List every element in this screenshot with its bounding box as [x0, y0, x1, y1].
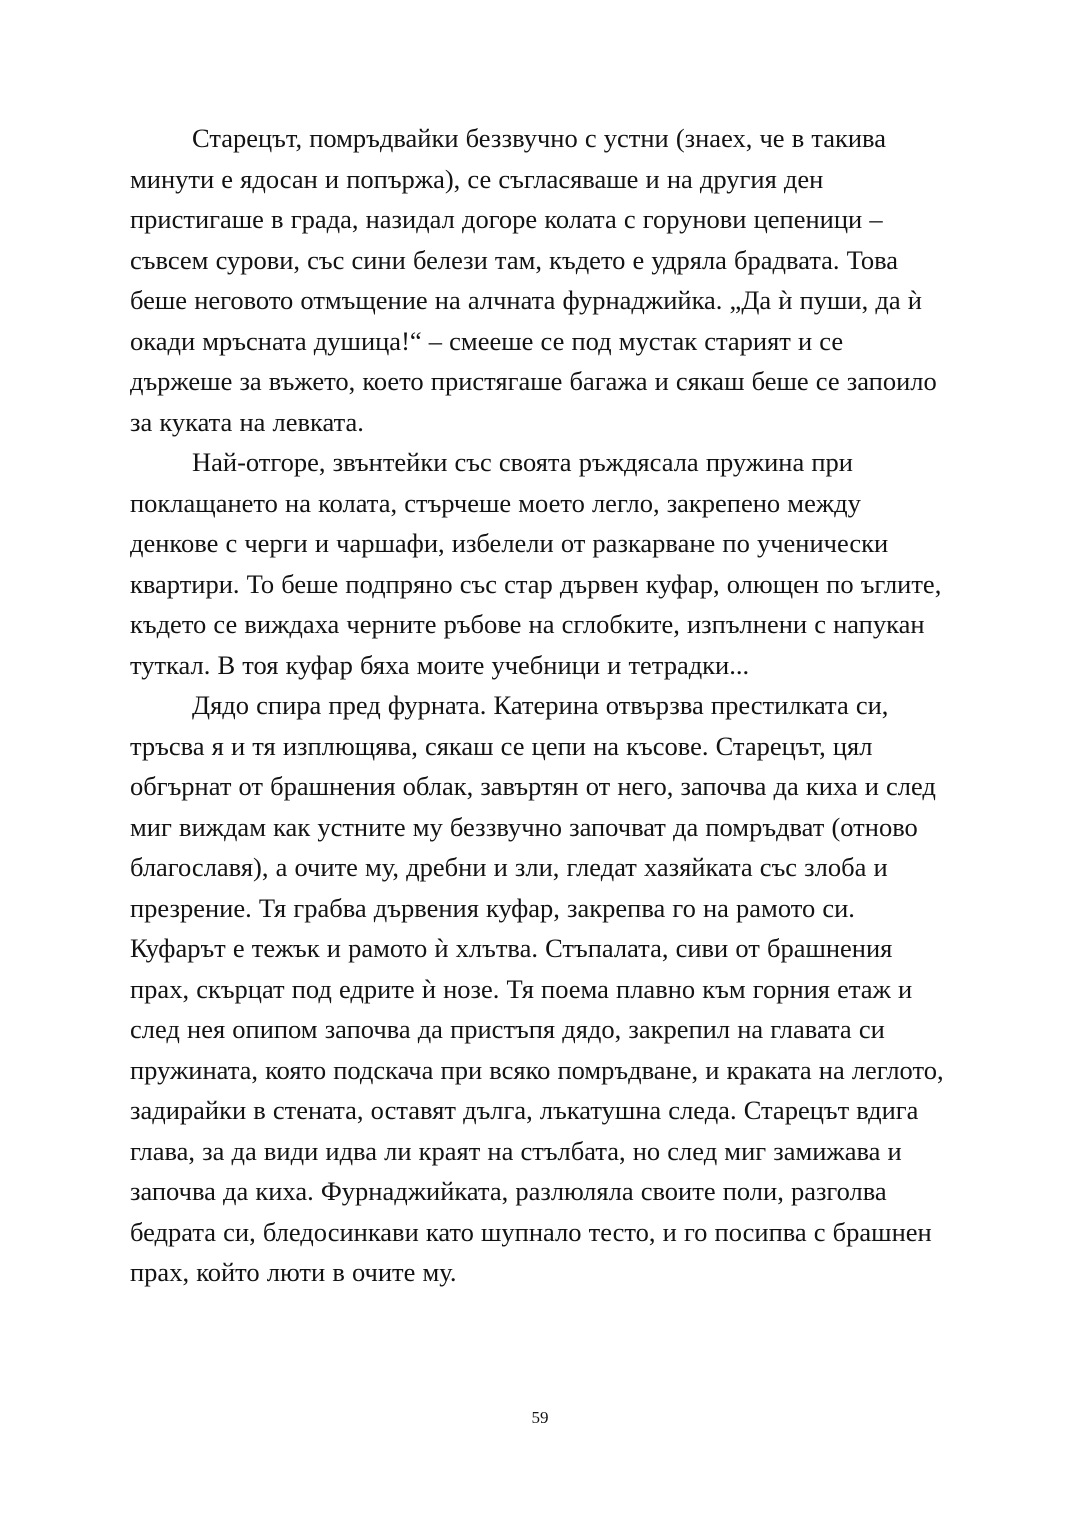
paragraph: Дядо спира пред фурната. Катерина отвързва престилката си, тръсва я и тя изплющява, сякаш се цепи на късове. Старецът, цял обгърнат от брашнения облак, завъртян от него, започва да киха и след миг виждам как устните му беззвучно започват да помръдват (отново благославя), а очите му, дребни и зли, гледат хазяйката със злоба и презрение. Тя грабва дървения куфар, закрепва го на рамото си. Куфарът е тежък и рамото ѝ хлътва. Стъпалата, сиви от брашнения прах, скърцат под едрите ѝ нозе. Тя поема плавно към горния етаж и след нея опипом започва да пристъпя дядо, закрепил на главата си пружината, която подскача при всяко помръдване, и краката на леглото, задирайки в стената, оставят дълга, лъкатушна следа. Старецът вдига глава, за да види идва ли краят на стълбата, но след миг замижава и започва да киха. Фурнаджийката, разлюляла своите поли, разголва бедрата си, бледосинкави като шупнало тесто, и го посипва с брашнен прах, който люти в очите му. — [130, 690, 944, 1287]
page-body — [130, 118, 950, 1293]
page-number: 59 — [531, 1408, 549, 1427]
paragraph: Старецът, помръдвайки беззвучно с устни (знаех, че в такива минути е ядосан и попържа), се съгласяваше и на другия ден пристигаше в града, назидал догоре колата с горунови цепеници – съвсем сурови, със сини белези там, където е удряла брадвата. Това беше неговото отмъщение на алчната фурнаджийка. „Да ѝ пуши, да ѝ окади мръсната душица!“ – смееше се под мустак старият и се държеше за въжето, което пристягаше багажа и сякаш беше се запоило за куката на левката. — [130, 123, 937, 437]
paragraph: Най-отгоре, звънтейки със своята ръждясала пружина при поклащането на колата, стърчеше моето легло, закрепено между денкове с черги и чаршафи, избелели от разкарване по ученически квартири. То беше подпряно със стар дървен куфар, олющен по ъглите, където се виждаха черните ръбове на сглобките, изпълнени с напукан туткал. В тоя куфар бяха моите учебници и тетрадки... — [130, 447, 942, 680]
